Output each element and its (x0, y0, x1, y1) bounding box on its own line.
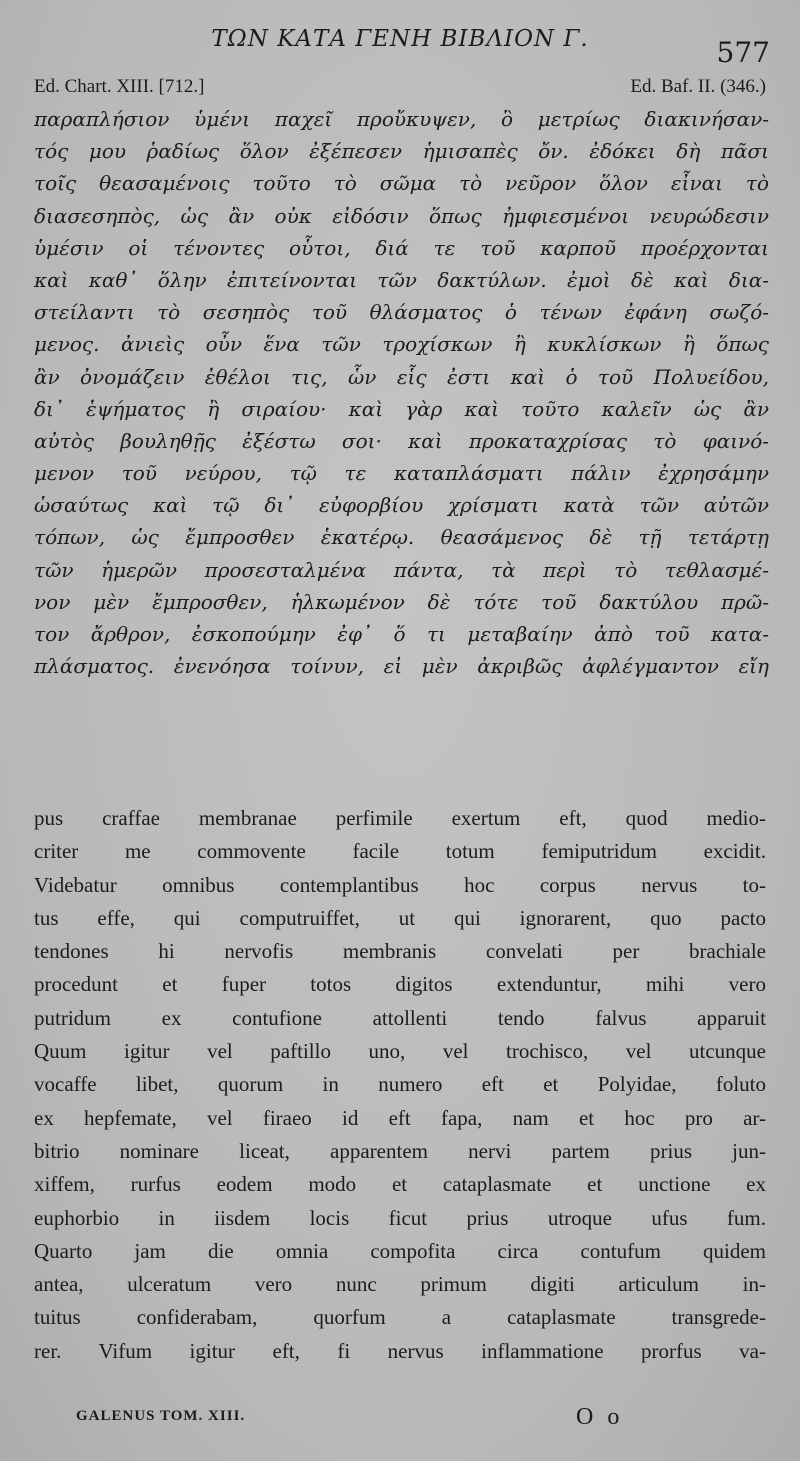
latin-text-line: bitrio nominare liceat, apparentem nervi partem prius jun- (34, 1138, 766, 1163)
latin-text-line: Quum igitur vel paftillo uno, vel trochisco, vel utcunque (34, 1039, 766, 1064)
greek-text-line: αὐτὸς βουληθῇς ἐξέστω σοι· καὶ προκαταχρίσας τὸ φαινό- (34, 428, 769, 453)
greek-text-line: τον ἄρθρον, ἐσκοπούμην ἐφ᾿ ὅ τι μεταβαίην ἀπὸ τοῦ κατα- (34, 622, 769, 646)
signature-line: GALENUS TOM. XIII. (76, 1408, 246, 1424)
edition-reference-right: Ed. Baf. II. (346.) (630, 76, 766, 97)
greek-text-line: παραπλήσιον ὑμένι παχεῖ προὔκυψεν, ὃ μετρίως διακινήσαν- (34, 107, 769, 131)
greek-text-line: τόπων, ὡς ἔμπροσθεν ἑκατέρῳ. θεασάμενος δὲ τῇ τετάρτῃ (34, 525, 769, 550)
latin-text-line: procedunt et fuper totos digitos extenduntur, mihi vero (34, 972, 766, 997)
latin-text-line: euphorbio in iisdem locis ficut prius utroque ufus fum. (34, 1205, 766, 1230)
greek-text-line: πλάσματος. ἐνενόησα τοίνυν, εἰ μὲν ἀκριβῶς ἀφλέγμαντον εἴη (34, 654, 769, 679)
page-number: 577 (716, 36, 770, 69)
latin-text-line: Quarto jam die omnia compofita circa contufum quidem (34, 1238, 766, 1263)
latin-text-line: tuitus confiderabam, quorfum a cataplasmate transgrede- (34, 1305, 766, 1330)
greek-text-line: μενον τοῦ νεύρου, τῷ τε καταπλάσματι πάλιν ἐχρησάμην (34, 461, 769, 486)
latin-text-line: tus effe, qui computruiffet, ut qui ignorarent, quo pacto (34, 905, 766, 930)
greek-text-line: τοῖς θεασαμένοις τοῦτο τὸ σῶμα τὸ νεῦρον ὅλον εἶναι τὸ (34, 171, 769, 196)
latin-text-line: rer. Vifum igitur eft, fi nervus inflammatione prorfus va- (34, 1338, 766, 1363)
greek-text-line: ὡσαύτως καὶ τῷ δι᾿ εὐφορβίου χρίσματι κατὰ τῶν αὐτῶν (34, 493, 769, 518)
greek-text-line: νον μὲν ἔμπροσθεν, ἡλκωμένον δὲ τότε τοῦ δακτύλου πρῶ- (34, 589, 769, 614)
greek-text-line: δι᾿ ἑψήματος ἢ σιραίου· καὶ γὰρ καὶ τοῦτο καλεῖν ὡς ἂν (34, 396, 769, 421)
latin-text-line: antea, ulceratum vero nunc primum digiti articulum in- (34, 1272, 766, 1297)
latin-text-line: putridum ex contufione attollenti tendo falvus apparuit (34, 1005, 766, 1030)
greek-text-block (34, 103, 769, 682)
latin-text-line: vocaffe libet, quorum in numero eft et Polyidae, foluto (34, 1072, 766, 1097)
latin-text-line: pus craffae membranae perfimile exertum eft, quod medio- (34, 806, 766, 830)
greek-text-line: ὑμέσιν οἱ τένοντες οὗτοι, διά τε τοῦ καρποῦ προέρχονται (34, 235, 769, 260)
latin-text-line: tendones hi nervofis membranis convelati per brachiale (34, 939, 766, 964)
greek-text-line: στείλαντι τὸ σεσηπὸς τοῦ θλάσματος ὁ τένων ἐφάνη σωζό- (34, 300, 769, 325)
gathering-mark: O o (576, 1404, 624, 1430)
greek-text-line: τός μου ῥαδίως ὅλον ἐξέπεσεν ἡμισαπὲς ὄν. ἐδόκει δὴ πᾶσι (34, 139, 769, 164)
greek-text-line: ἂν ὀνομάζειν ἐθέλοι τις, ὧν εἷς ἐστι καὶ ὁ τοῦ Πολυείδου, (34, 364, 769, 389)
latin-text-line: Videbatur omnibus contemplantibus hoc corpus nervus to- (34, 872, 766, 897)
running-title: ΤΩΝ ΚΑΤΑ ΓΕΝΗ ΒΙΒΛΙΟΝ Γ. (211, 26, 589, 52)
greek-text-line: διασεσηπὸς, ὡς ἂν οὐκ εἰδόσιν ὅπως ἠμφιεσμένοι νευρώδεσιν (34, 203, 769, 228)
greek-text-line: καὶ καθ᾿ ὅλην ἐπιτείνονται τῶν δακτύλων. ἐμοὶ δὲ καὶ δια- (34, 267, 769, 292)
edition-reference-left: Ed. Chart. XIII. [712.] (34, 76, 205, 97)
latin-text-line: ex hepfemate, vel firaeo id eft fapa, nam et hoc pro ar- (34, 1105, 766, 1130)
latin-text-line: criter me commovente facile totum femiputridum excidit. (34, 839, 766, 864)
greek-text-line: τῶν ἡμερῶν προσεσταλμένα πάντα, τὰ περὶ τὸ τεθλασμέ- (34, 557, 769, 582)
latin-text-line: xiffem, rurfus eodem modo et cataplasmate et unctione ex (34, 1172, 766, 1197)
greek-text-line: μενος. ἀνιεὶς οὖν ἕνα τῶν τροχίσκων ἢ κυκλίσκων ἢ ὅπως (34, 332, 769, 357)
latin-text-block (34, 802, 766, 1368)
